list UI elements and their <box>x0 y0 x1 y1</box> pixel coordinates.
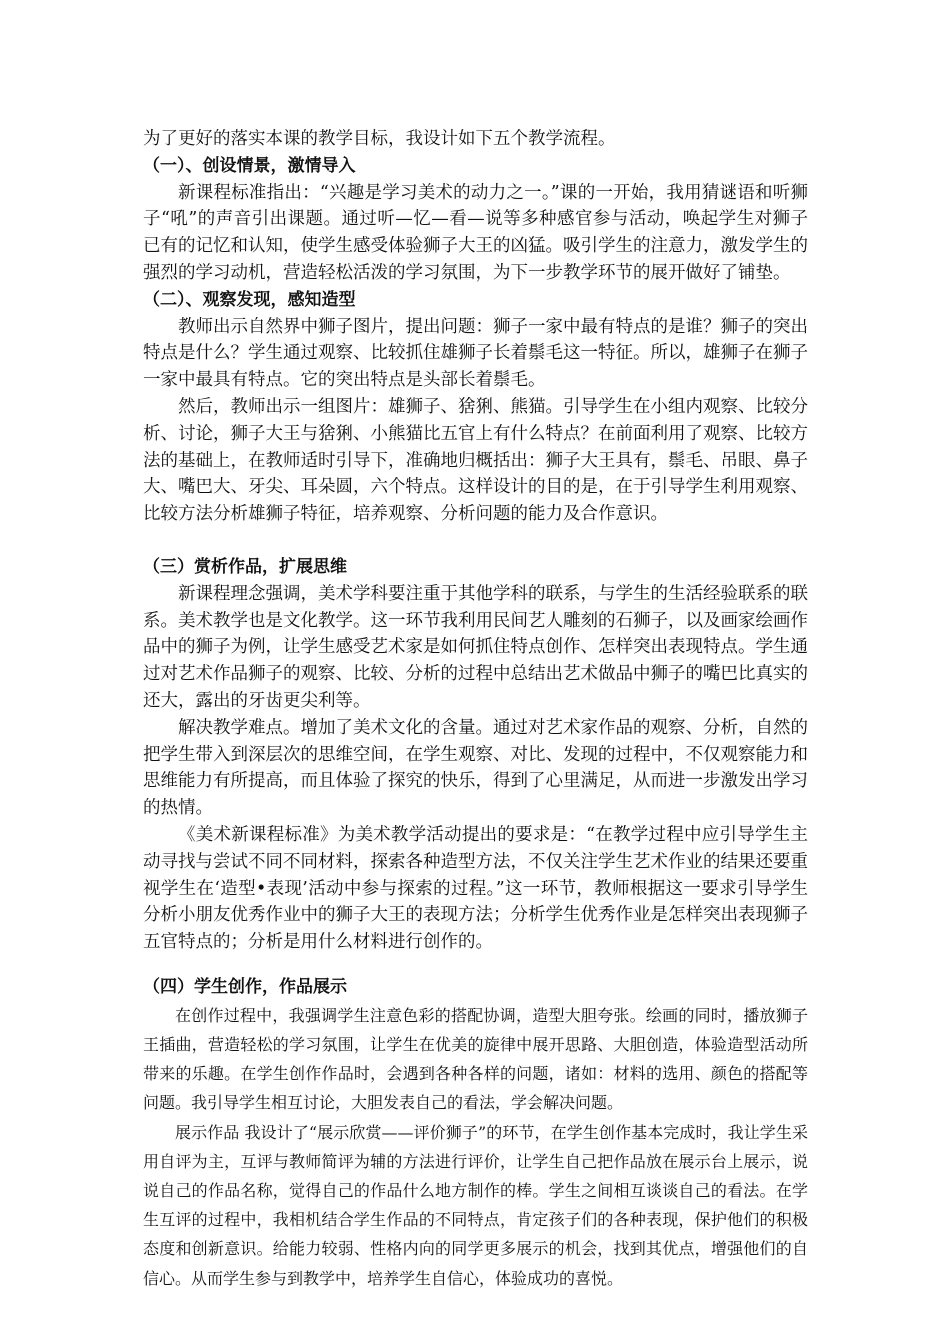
section-2 <box>143 287 808 528</box>
section-1 <box>143 153 808 287</box>
section-heading: （四）学生创作，作品展示 <box>143 976 347 997</box>
body-paragraph: 然后，教师出示一组图片：雄狮子、猞猁、熊猫。引导学生在小组内观察、比较分析、讨论，狮子大王与猞猁、小熊猫比五官上有什么特点？在前面利用了观察、比较方法的基础上，在教师适时引导下，准确地归概括出：狮子大王具有，鬃毛、吊眼、鼻子大、嘴巴大、牙尖、耳朵圆，六个特点。这样设计的目的是，在于引导学生利用观察、比较方法分析雄狮子特征，培养观察、分析问题的能力及合作意识。 <box>143 396 808 525</box>
body-paragraph: 新课程理念强调，美术学科要注重于其他学科的联系，与学生的生活经验联系的联系。美术教学也是文化教学。这一环节我利用民间艺人雕刻的石狮子，以及画家绘画作品中的狮子为例，让学生感受艺术家是如何抓住特点创作、怎样突出表现特点。学生通过对艺术作品狮子的观察、比较、分析的过程中总结出艺术做品中狮子的嘴巴比真实的还大，露出的牙齿更尖利等。 <box>143 583 808 711</box>
body-paragraph: 教师出示自然界中狮子图片，提出问题：狮子一家中最有特点的是谁？狮子的突出特点是什么？学生通过观察、比较抓住雄狮子长着鬃毛这一特征。所以，雄狮子在狮子一家中最具有特点。它的突出特点是头部长着鬃毛。 <box>143 316 808 391</box>
body-paragraph: 新课程标准指出：“兴趣是学习美术的动力之一。”课的一开始，我用猜谜语和听狮子“吼”的声音引出课题。通过听—忆—看—说等多种感官参与活动，唤起学生对狮子已有的记忆和认知，使学生感受体验狮子大王的凶猛。吸引学生的注意力，激发学生的强烈的学习动机，营造轻松活泼的学习氛围，为下一步教学环节的展开做好了铺垫。 <box>143 182 808 283</box>
body-paragraph: 展示作品 我设计了“展示欣赏——评价狮子”的环节，在学生创作基本完成时，我让学生采用自评为主，互评与教师简评为辅的方法进行评价，让学生自己把作品放在展示台上展示，说说自己的作品名称，觉得自己的作品什么地方制作的棒。学生之间相互谈谈自己的看法。在学生互评的过程中，我相机结合学生作品的不同特点，肯定孩子们的各种表现，保护他们的积极态度和创新意识。给能力较弱、性格内向的同学更多展示的机会，找到其优点，增强他们的自信心。从而学生参与到教学中，培养学生自信心，体验成功的喜悦。 <box>143 1122 808 1288</box>
document-page <box>143 126 808 1293</box>
body-paragraph: 《美术新课程标准》为美术教学活动提出的要求是：“在教学过程中应引导学生主动寻找与尝试不同不同材料，探索各种造型方法，不仅关注学生艺术作业的结果还要重视学生在‘造型•表现’活动中参与探索的过程。”这一环节，教师根据这一要求引导学生分析小朋友优秀作业中的狮子大王的表现方法；分析学生优秀作业是怎样突出表现狮子五官特点的；分析是用什么材料进行创作的。 <box>143 824 808 953</box>
spacer <box>143 956 808 974</box>
section-heading: （三）赏析作品，扩展思维 <box>143 556 347 577</box>
section-heading: （一）、创设情景，激情导入 <box>143 155 356 176</box>
body-paragraph: 解决教学难点。增加了美术文化的含量。通过对艺术家作品的观察、分析，自然的把学生带入到深层次的思维空间，在学生观察、对比、发现的过程中，不仅观察能力和思维能力有所提高，而且体验了探究的快乐，得到了心里满足，从而进一步激发出学习的热情。 <box>143 717 808 819</box>
section-3 <box>143 554 808 956</box>
intro-paragraph: 为了更好的落实本课的教学目标，我设计如下五个教学流程。 <box>143 129 616 149</box>
body-paragraph: 在创作过程中，我强调学生注意色彩的搭配协调，造型大胆夸张。绘画的同时，播放狮子王插曲，营造轻松的学习氛围，让学生在优美的旋律中展开思路、大胆创造，体验造型活动所带来的乐趣。在学生创作作品时，会遇到各种各样的问题，诸如：材料的选用、颜色的搭配等问题。我引导学生相互讨论，大胆发表自己的看法，学会解决问题。 <box>143 1005 808 1113</box>
spacer <box>143 528 808 554</box>
section-4 <box>143 974 808 1293</box>
section-heading: （二）、观察发现，感知造型 <box>143 289 356 310</box>
